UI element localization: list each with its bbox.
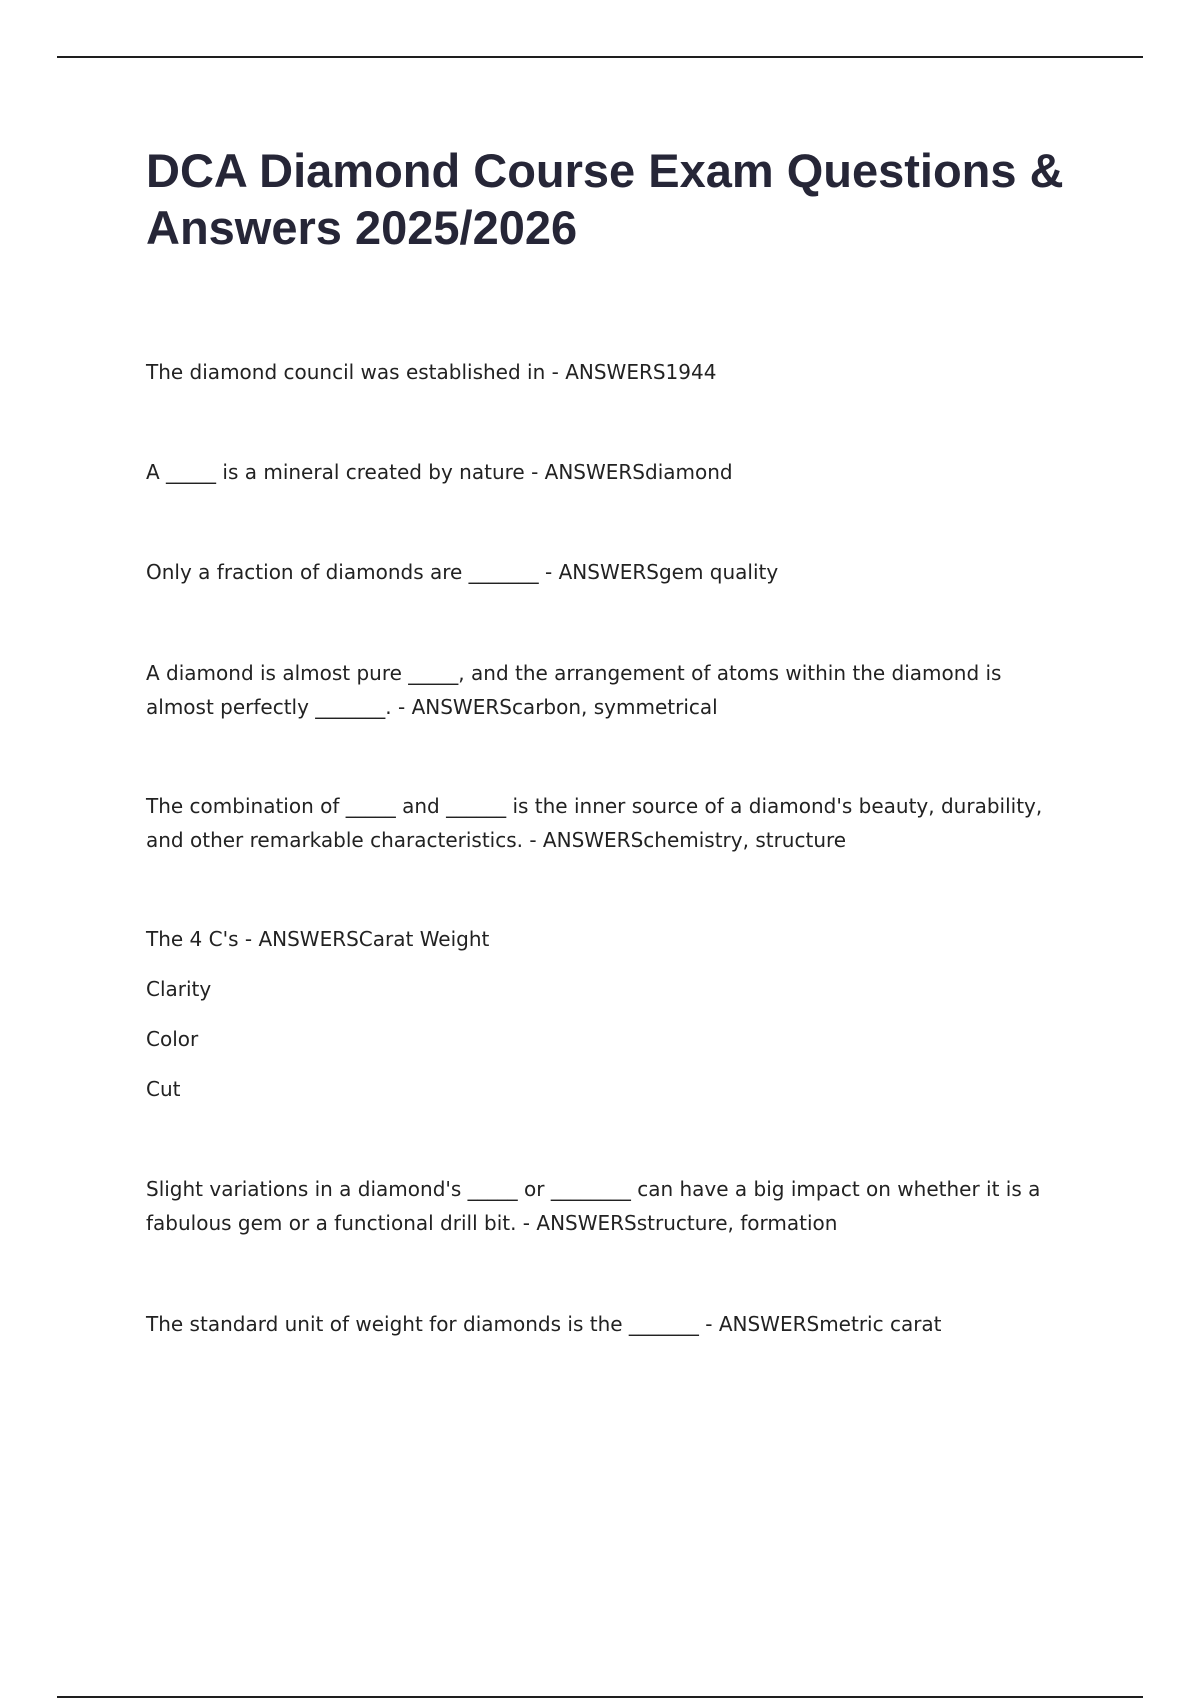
qa-item (146, 789, 1066, 857)
answer-text: diamond (645, 460, 733, 484)
question-text: The 4 C's - ANSWERS (146, 927, 359, 951)
question-text: Only a fraction of diamonds are _______ - ANSWERS (146, 560, 659, 584)
qa-item (146, 355, 1066, 389)
answer-text: gem quality (658, 560, 779, 584)
answer-text: metric carat (819, 1312, 942, 1336)
answer-text: structure, formation (636, 1211, 838, 1235)
page-title: DCA Diamond Course Exam Questions & Answers 2025/2026 (146, 144, 1064, 254)
question-text: A _____ is a mineral created by nature - ANSWERS (146, 460, 645, 484)
four-cs-first-line (146, 922, 1066, 956)
qa-item (146, 656, 1066, 724)
qa-item-four-cs (146, 922, 1066, 1106)
answer-text: chemistry, structure (643, 828, 847, 852)
qa-item (146, 1172, 1066, 1240)
question-text: Slight variations in a diamond's _____ or ________ can have a big impact on whether it is a fabulous gem or a functional drill bit. - ANSWERS (146, 1177, 1041, 1235)
qa-item (146, 1307, 1066, 1341)
answer-text: Carat Weight (358, 927, 490, 951)
answer-line-cut: Cut (146, 1077, 181, 1101)
answer-line-clarity: Clarity (146, 977, 212, 1001)
question-text: The diamond council was established in - ANSWERS (146, 360, 666, 384)
answer-text: carbon, symmetrical (511, 695, 718, 719)
answer-text: 1944 (665, 360, 717, 384)
question-text: The standard unit of weight for diamonds is the _______ - ANSWERS (146, 1312, 820, 1336)
top-divider (57, 56, 1143, 58)
question-text: A diamond is almost pure _____, and the arrangement of atoms within the diamond is almost perfectly _______. - ANSWERS (146, 661, 1002, 719)
question-text: The combination of _____ and ______ is the inner source of a diamond's beauty, durability, and other remarkable characteristics. - ANSWERS (146, 794, 1043, 852)
bottom-divider (57, 1696, 1143, 1698)
qa-item (146, 555, 1066, 589)
qa-item (146, 455, 1066, 489)
answer-line-color: Color (146, 1027, 199, 1051)
